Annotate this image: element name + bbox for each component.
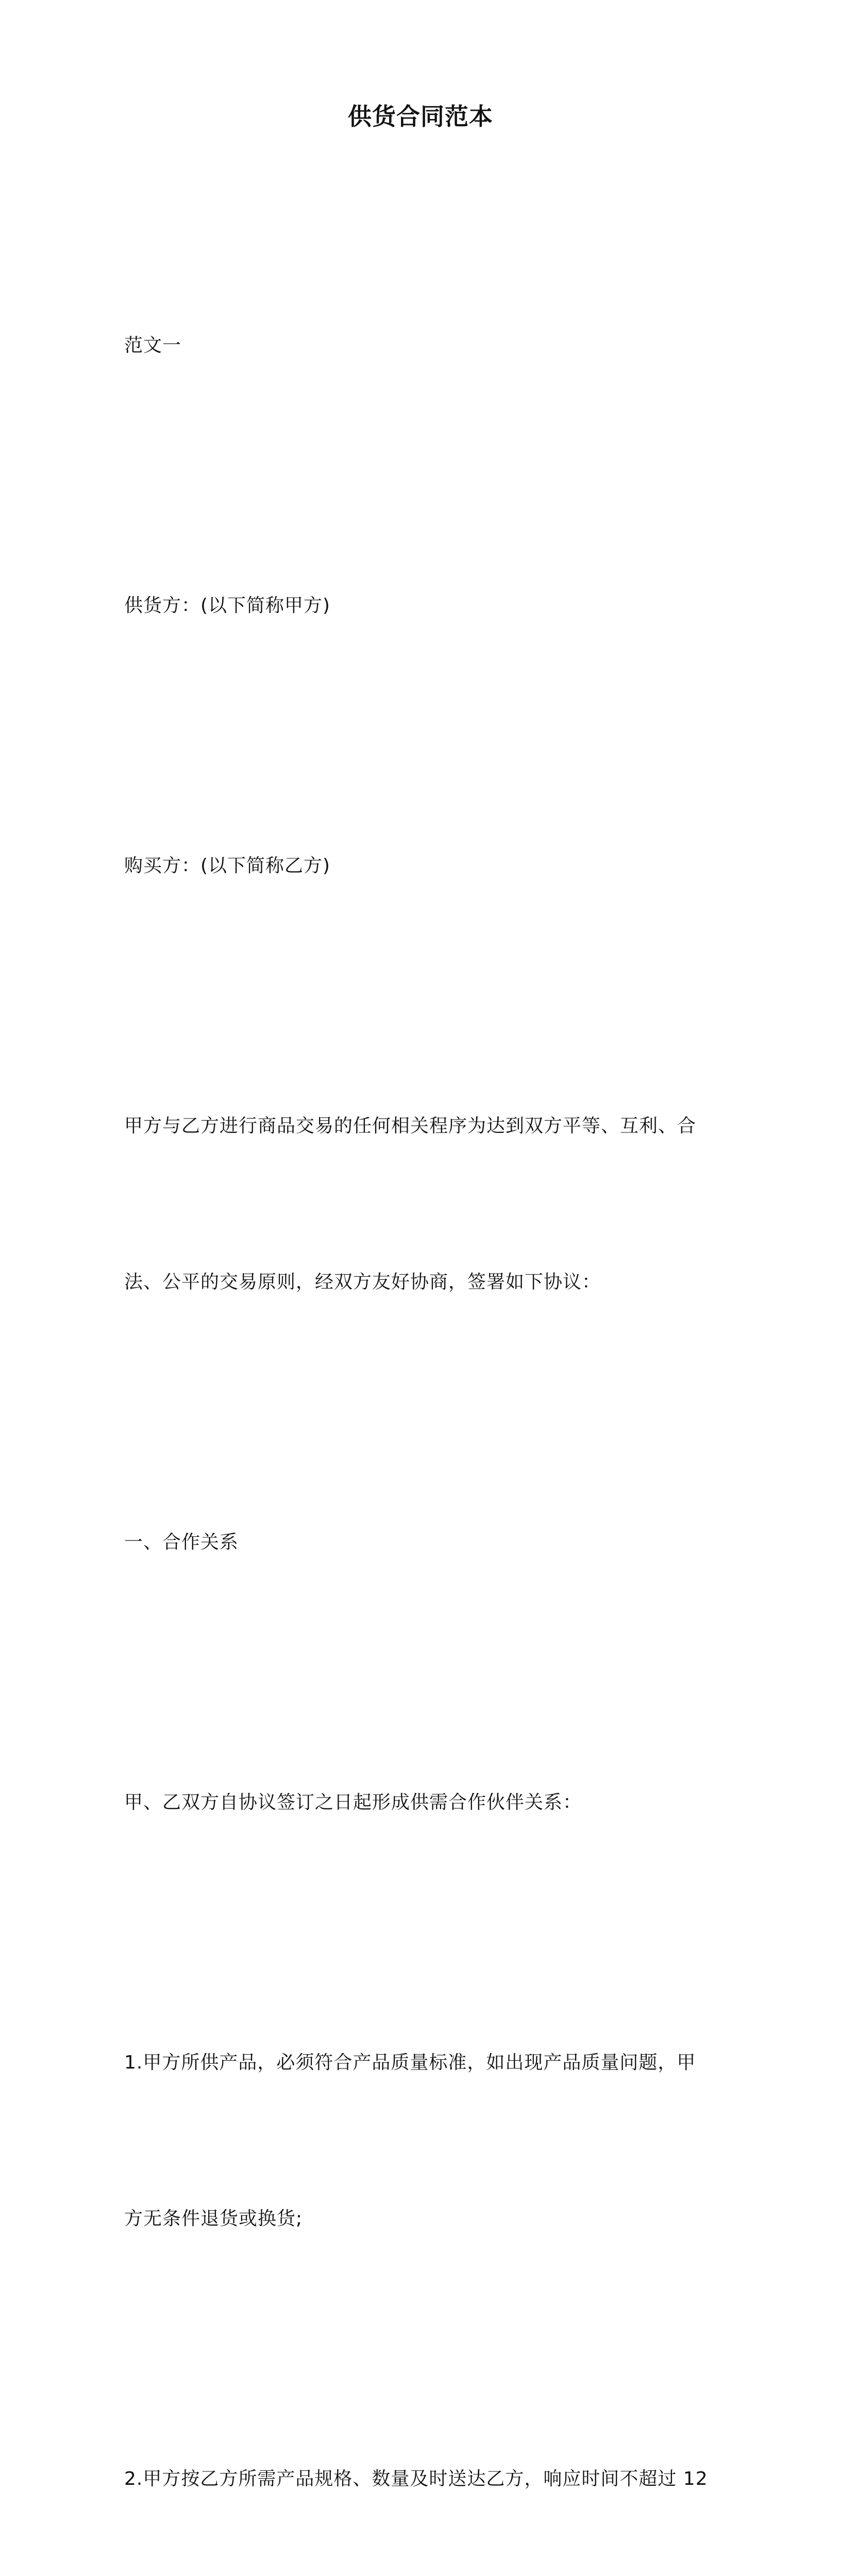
paragraph-partnership (124, 1672, 717, 1933)
paragraph-line: 一、合作关系 (124, 1532, 239, 1553)
section-heading-cooperation (124, 1412, 717, 1672)
paragraph-line: 甲方与乙方进行商品交易的任何相关程序为达到双方平等、互利、合 (124, 1115, 697, 1137)
paragraph-line: 供货方：(以下简称甲方) (124, 595, 331, 616)
paragraph-supplier (124, 476, 717, 736)
paragraph-purchaser (124, 736, 717, 996)
document-title: 供货合同范本 (348, 103, 493, 130)
paragraph-line: 方无条件退货或换货; (124, 2208, 303, 2229)
clause-2 (124, 2349, 717, 2576)
clause-1 (124, 1933, 717, 2349)
paragraph-line: 1.甲方所供产品，必须符合产品质量标准，如出现产品质量问题，甲 (124, 2052, 696, 2073)
paragraph-line: 范文一 (124, 335, 182, 356)
paragraph-preamble (124, 996, 717, 1412)
paragraph-line: 法、公平的交易原则，经双方友好协商，签署如下协议： (124, 1272, 601, 1293)
paragraph-fanwen-yi (124, 215, 717, 476)
document-body (124, 215, 717, 2576)
paragraph-line: 甲、乙双方自协议签订之日起形成供需合作伙伴关系： (124, 1792, 582, 1813)
paragraph-line: 2.甲方按乙方所需产品规格、数量及时送达乙方，响应时间不超过 12 (124, 2468, 708, 2489)
paragraph-line: 购买方：(以下简称乙方) (124, 855, 331, 876)
